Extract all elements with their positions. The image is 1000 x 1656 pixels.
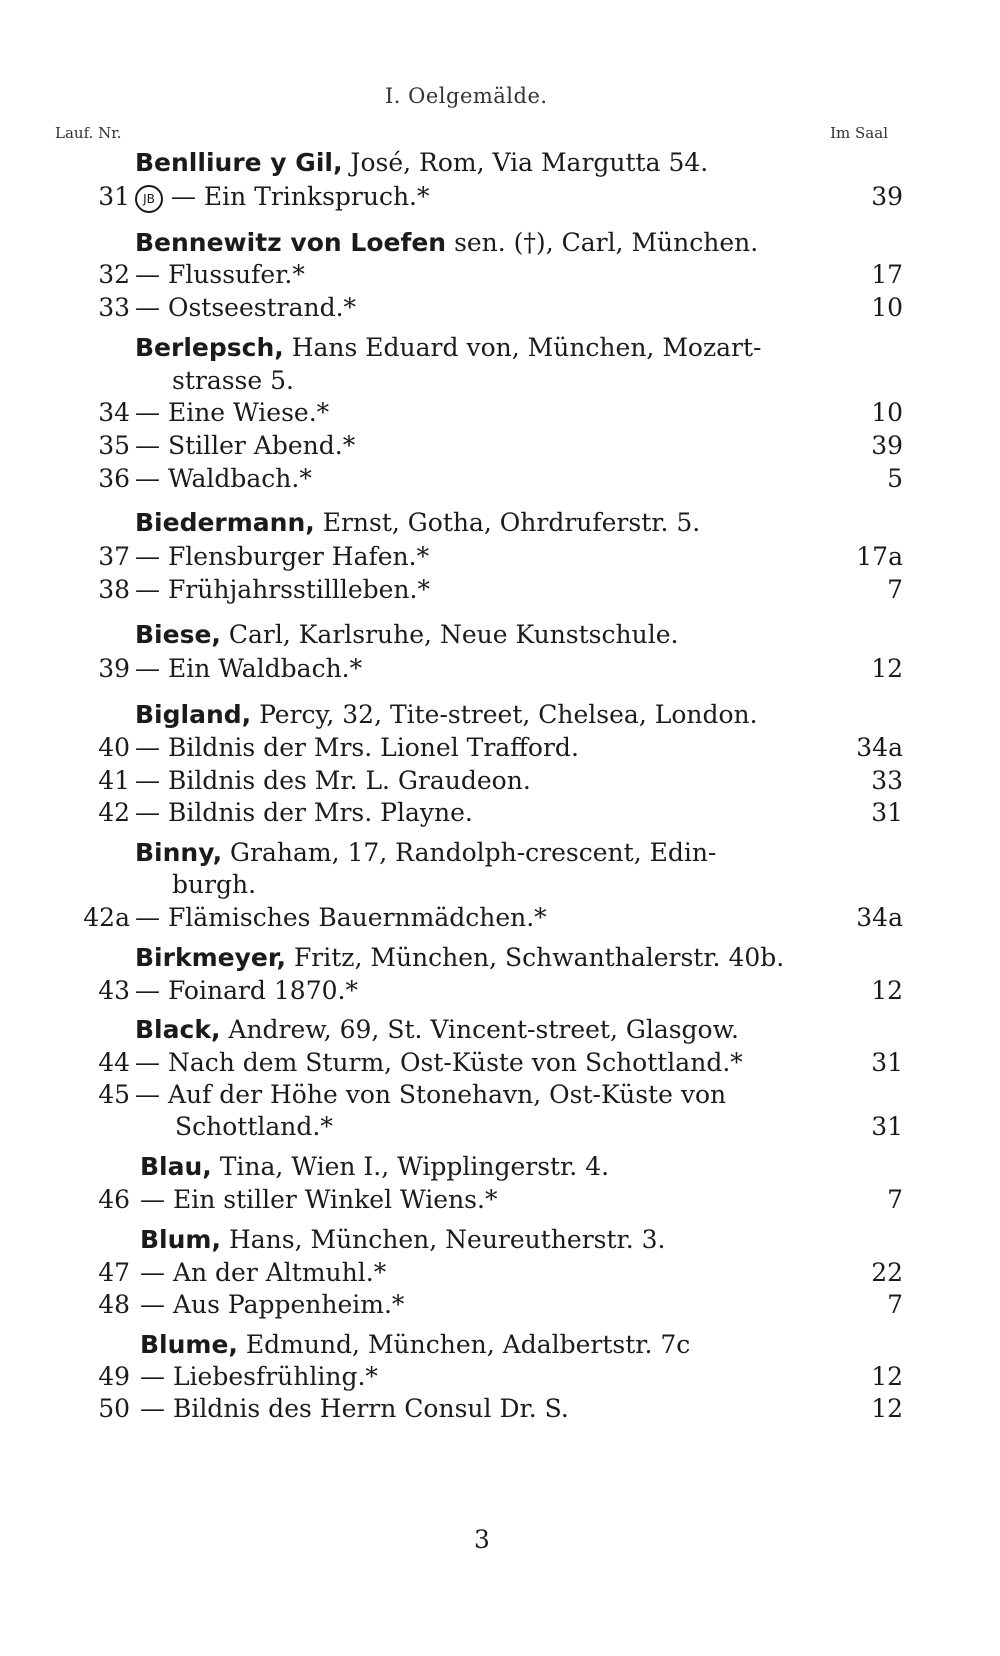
room-number: 22 bbox=[871, 1258, 903, 1287]
artist-address: sen. (†), Carl, München. bbox=[454, 228, 759, 257]
artist-entry bbox=[140, 1225, 666, 1255]
work-number: 44 bbox=[98, 1048, 130, 1077]
work-title: — Waldbach.* bbox=[135, 464, 312, 493]
work-number: 50 bbox=[98, 1394, 130, 1423]
work-number: 37 bbox=[98, 542, 130, 571]
artist-name: Blau, bbox=[140, 1152, 212, 1181]
artist-entry bbox=[135, 943, 784, 973]
artist-name: Bigland, bbox=[135, 700, 252, 729]
artist-address: Carl, Karlsruhe, Neue Kunstschule. bbox=[228, 620, 679, 649]
artist-entry bbox=[135, 148, 708, 178]
room-number: 17a bbox=[856, 542, 903, 571]
artist-name: Binny, bbox=[135, 838, 223, 867]
work-number: 32 bbox=[98, 260, 130, 289]
artist-address: Edmund, München, Adalbertstr. 7c bbox=[245, 1330, 691, 1359]
artist-address: Hans Eduard von, München, Mozart- bbox=[291, 333, 762, 362]
work-title: — Frühjahrsstillleben.* bbox=[135, 575, 430, 604]
work-title: — Ein Waldbach.* bbox=[135, 654, 363, 683]
artist-address-continued: burgh. bbox=[172, 870, 257, 899]
work-number: 41 bbox=[98, 766, 130, 795]
room-number: 10 bbox=[871, 293, 903, 322]
work-number: 42 bbox=[98, 798, 130, 827]
work-title: — Stiller Abend.* bbox=[135, 431, 356, 460]
artist-address: Graham, 17, Randolph-crescent, Edin- bbox=[230, 838, 717, 867]
artist-name: Black, bbox=[135, 1015, 221, 1044]
work-title: — Ostseestrand.* bbox=[135, 293, 357, 322]
work-number: 31 bbox=[98, 182, 130, 211]
artist-name: Blum, bbox=[140, 1225, 221, 1254]
room-number: 34a bbox=[856, 903, 903, 932]
room-number: 33 bbox=[871, 766, 903, 795]
artist-address: Andrew, 69, St. Vincent-street, Glasgow. bbox=[228, 1015, 739, 1044]
work-number: 48 bbox=[98, 1290, 130, 1319]
work-number: 36 bbox=[98, 464, 130, 493]
artist-name: Berlepsch, bbox=[135, 333, 284, 362]
work-title: — Flämisches Bauernmädchen.* bbox=[135, 903, 547, 932]
room-number: 12 bbox=[871, 654, 903, 683]
work-title: — Nach dem Sturm, Ost-Küste von Schottland.* bbox=[135, 1048, 743, 1077]
artist-address: Fritz, München, Schwanthalerstr. 40b. bbox=[293, 943, 785, 972]
room-number: 12 bbox=[871, 1362, 903, 1391]
artist-name: Biedermann, bbox=[135, 508, 315, 537]
work-number: 49 bbox=[98, 1362, 130, 1391]
work-number: 45 bbox=[98, 1080, 130, 1109]
room-number: 39 bbox=[871, 431, 903, 460]
work-title-row bbox=[135, 182, 430, 213]
artist-address: José, Rom, Via Margutta 54. bbox=[350, 148, 709, 177]
work-title: — Aus Pappenheim.* bbox=[140, 1290, 405, 1319]
work-title: — Eine Wiese.* bbox=[135, 398, 330, 427]
artist-name: Biese, bbox=[135, 620, 221, 649]
work-number: 47 bbox=[98, 1258, 130, 1287]
page-number: 3 bbox=[474, 1525, 490, 1554]
monogram-badge-icon: JB bbox=[135, 185, 163, 213]
work-number: 46 bbox=[98, 1185, 130, 1214]
work-title: — Ein Trinkspruch.* bbox=[170, 182, 430, 211]
room-number: 7 bbox=[887, 1290, 903, 1319]
work-title: — Bildnis der Mrs. Playne. bbox=[135, 798, 473, 827]
artist-entry bbox=[140, 1330, 690, 1360]
room-number: 31 bbox=[871, 798, 903, 827]
room-number: 17 bbox=[871, 260, 903, 289]
room-number: 12 bbox=[871, 976, 903, 1005]
artist-entry bbox=[140, 1152, 609, 1182]
room-number: 39 bbox=[871, 182, 903, 211]
artist-name: Birkmeyer, bbox=[135, 943, 286, 972]
artist-entry bbox=[135, 333, 762, 363]
room-number: 34a bbox=[856, 733, 903, 762]
artist-entry bbox=[135, 838, 716, 868]
room-number: 31 bbox=[871, 1112, 903, 1141]
work-title: — Foinard 1870.* bbox=[135, 976, 358, 1005]
work-title: — Auf der Höhe von Stonehavn, Ost-Küste von bbox=[135, 1080, 727, 1109]
work-title-continued: Schottland.* bbox=[175, 1112, 333, 1141]
room-number: 12 bbox=[871, 1394, 903, 1423]
work-title: — An der Altmuhl.* bbox=[140, 1258, 387, 1287]
room-number: 5 bbox=[887, 464, 903, 493]
artist-entry bbox=[135, 620, 678, 650]
work-title: — Ein stiller Winkel Wiens.* bbox=[140, 1185, 498, 1214]
work-number: 40 bbox=[98, 733, 130, 762]
section-title: I. Oelgemälde. bbox=[385, 84, 548, 108]
work-title: — Bildnis des Herrn Consul Dr. S. bbox=[140, 1394, 569, 1423]
room-number: 31 bbox=[871, 1048, 903, 1077]
artist-entry bbox=[135, 1015, 739, 1045]
work-number: 34 bbox=[98, 398, 130, 427]
room-number: 7 bbox=[887, 575, 903, 604]
work-title: — Liebesfrühling.* bbox=[140, 1362, 378, 1391]
artist-name: Benlliure y Gil, bbox=[135, 148, 343, 177]
work-title: — Bildnis des Mr. L. Graudeon. bbox=[135, 766, 531, 795]
work-number: 38 bbox=[98, 575, 130, 604]
room-number: 7 bbox=[887, 1185, 903, 1214]
artist-entry bbox=[135, 508, 700, 538]
work-title: — Flussufer.* bbox=[135, 260, 305, 289]
artist-name: Bennewitz von Loefen bbox=[135, 228, 447, 257]
column-header-number: Lauf. Nr. bbox=[55, 124, 122, 142]
work-number: 43 bbox=[98, 976, 130, 1005]
work-number: 42a bbox=[83, 903, 130, 932]
work-title: — Flensburger Hafen.* bbox=[135, 542, 430, 571]
artist-name: Blume, bbox=[140, 1330, 238, 1359]
work-number: 35 bbox=[98, 431, 130, 460]
artist-address: Tina, Wien I., Wipplingerstr. 4. bbox=[219, 1152, 610, 1181]
work-title: — Bildnis der Mrs. Lionel Trafford. bbox=[135, 733, 579, 762]
work-number: 39 bbox=[98, 654, 130, 683]
artist-address: Ernst, Gotha, Ohrdruferstr. 5. bbox=[322, 508, 701, 537]
artist-address: Hans, München, Neureutherstr. 3. bbox=[228, 1225, 666, 1254]
work-number: 33 bbox=[98, 293, 130, 322]
artist-entry bbox=[135, 700, 758, 730]
artist-address: Percy, 32, Tite-street, Chelsea, London. bbox=[259, 700, 758, 729]
artist-address-continued: strasse 5. bbox=[172, 366, 294, 395]
column-header-room: Im Saal bbox=[830, 124, 888, 142]
room-number: 10 bbox=[871, 398, 903, 427]
artist-entry bbox=[135, 228, 758, 258]
